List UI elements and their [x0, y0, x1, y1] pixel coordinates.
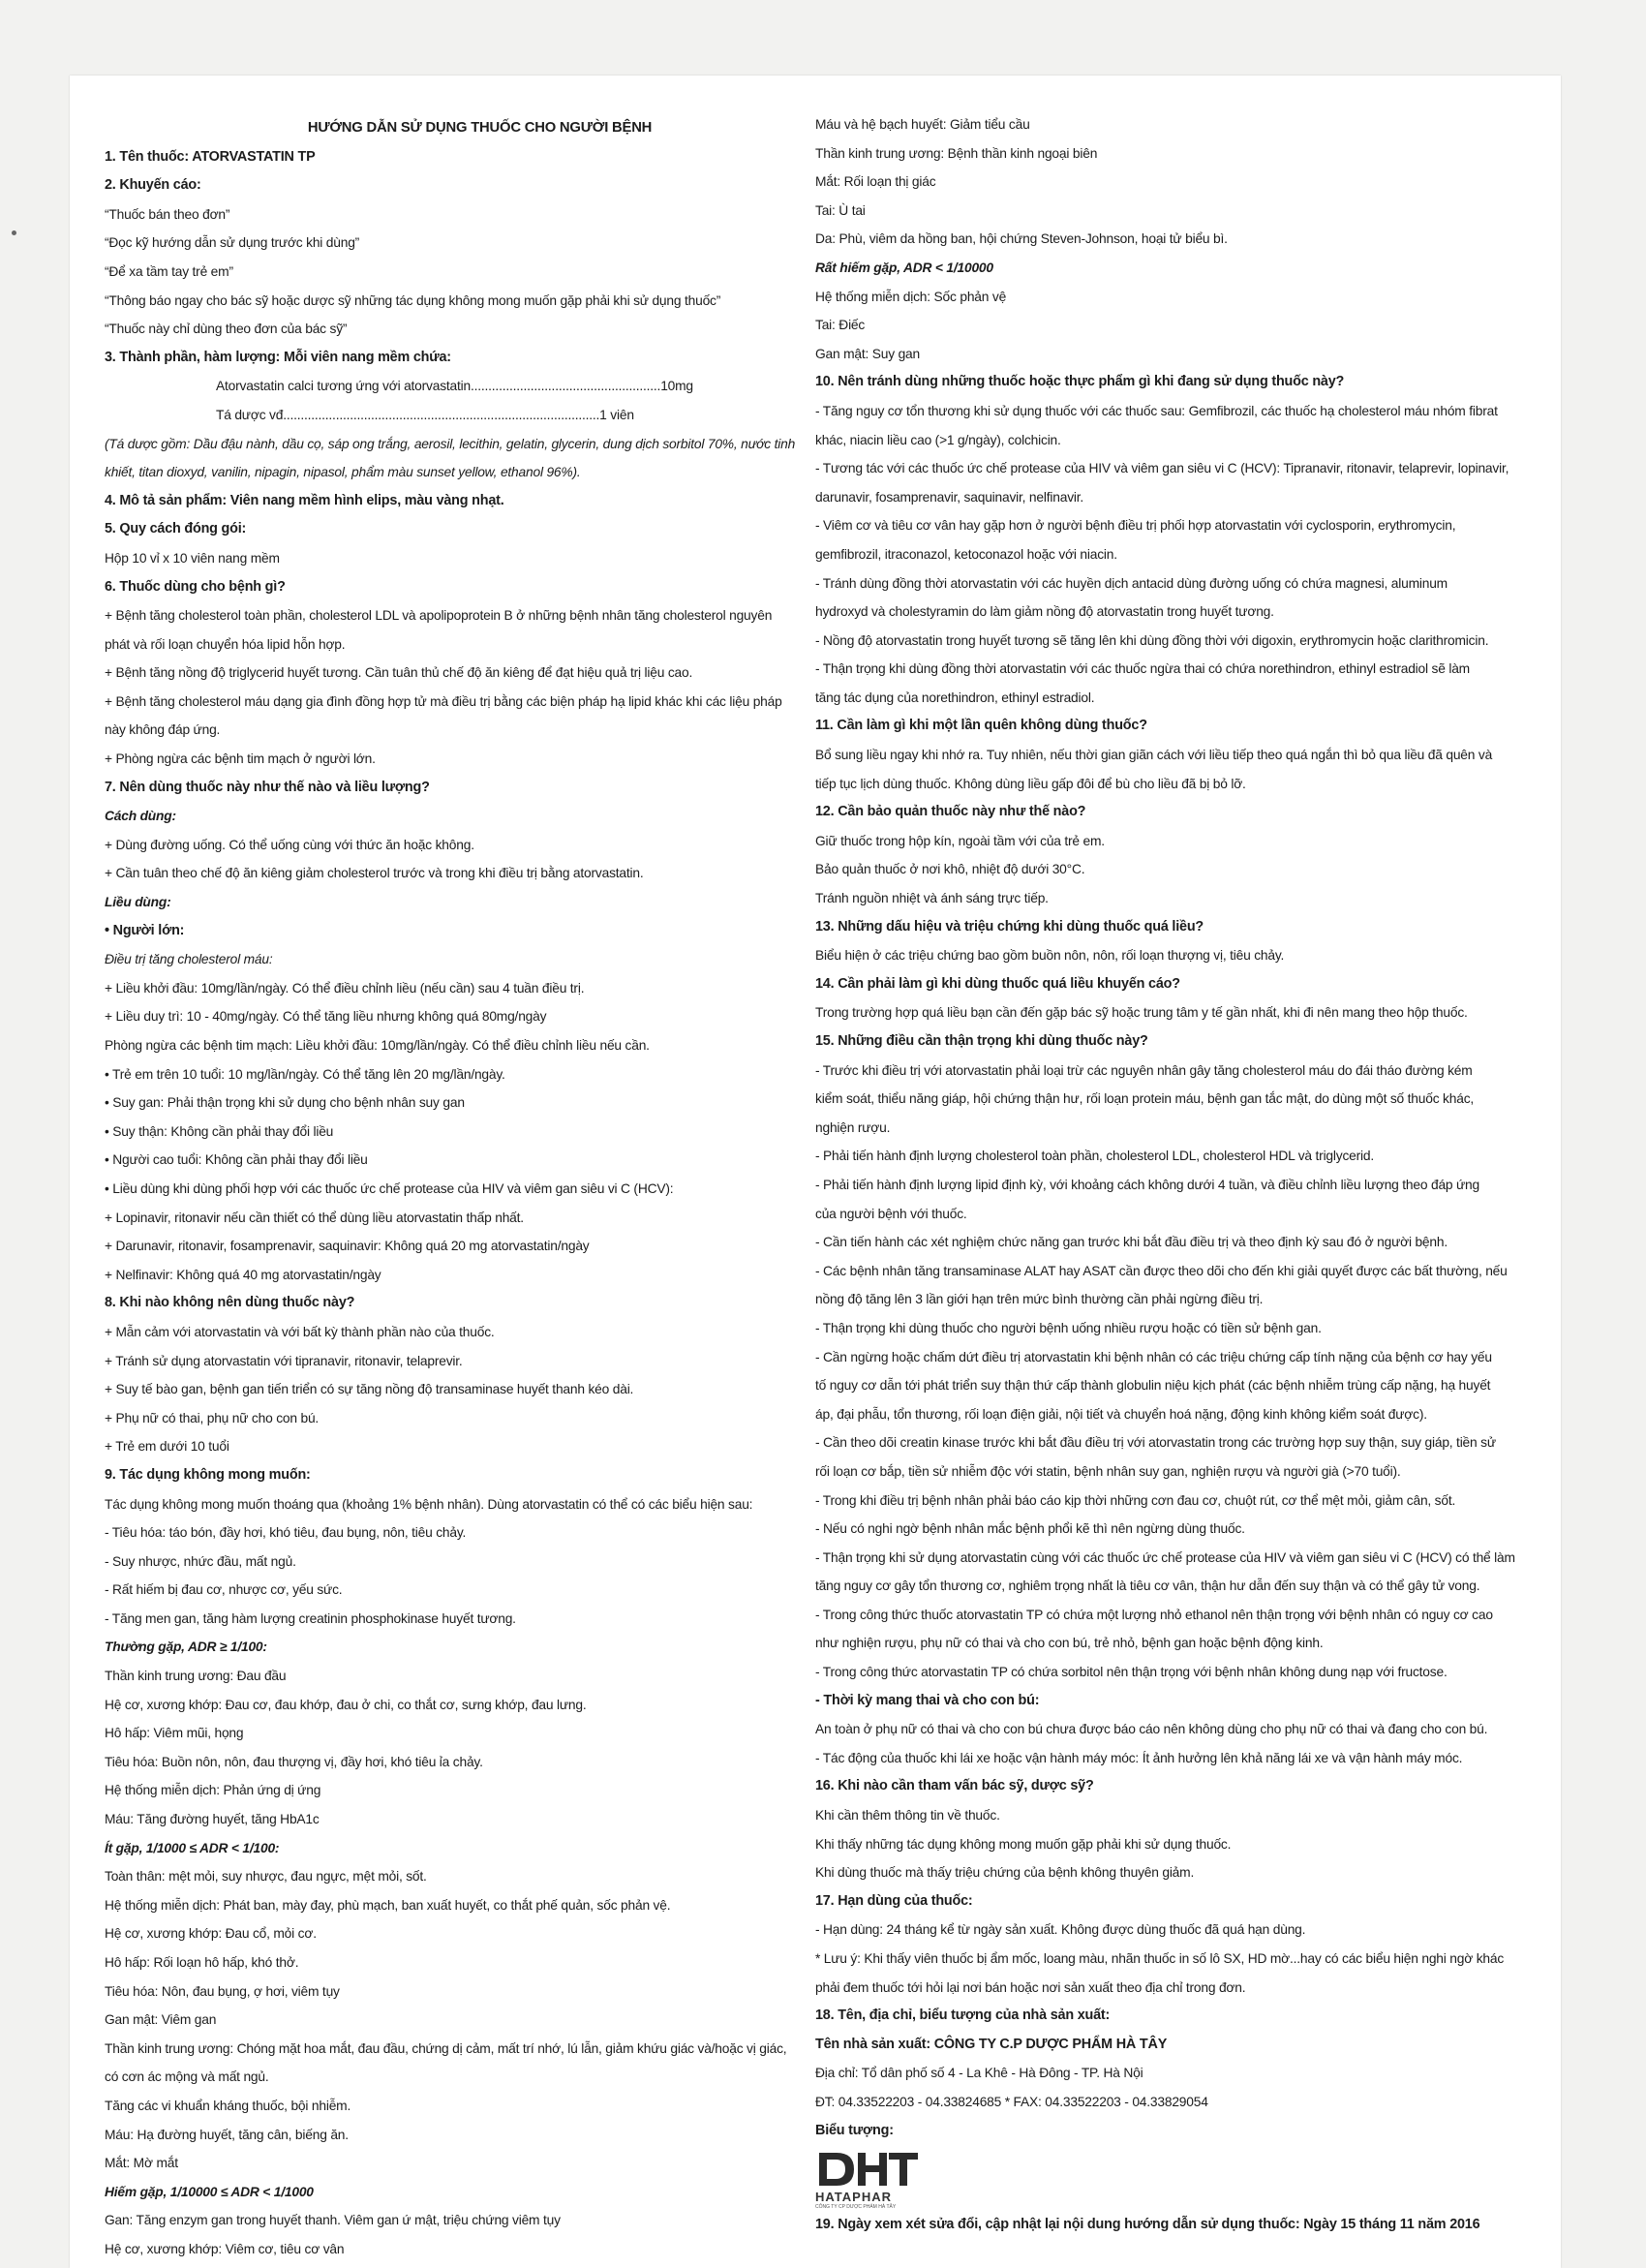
right_column-line: - Cần ngừng hoặc chấm dứt điều trị atorvastatin khi bệnh nhân có các triệu chứng cấp tính nặng của bệnh cơ hay yếu — [815, 1349, 1492, 1364]
left_column-line: khiết, titan dioxyd, vanilin, nipagin, nipasol, phẩm màu sunset yellow, ethanol 96%). — [105, 465, 581, 480]
right_column-line: - Thời kỳ mang thai và cho con bú: — [815, 1692, 1040, 1708]
right_column-line: - Trong công thức atorvastatin TP có chứa sorbitol nên thận trọng với bệnh nhân không dung nạp với fructose. — [815, 1665, 1448, 1680]
right_column-line: của người bệnh với thuốc. — [815, 1206, 967, 1221]
right_column-line: - Các bệnh nhân tăng transaminase ALAT hay ASAT cần được theo dõi cho đến khi giải quyết được các bất thường, nếu — [815, 1263, 1508, 1278]
right_column-line: 17. Hạn dùng của thuốc: — [815, 1892, 973, 1909]
left_column-line: • Người lớn: — [105, 922, 185, 938]
left_column-line: + Phụ nữ có thai, phụ nữ cho con bú. — [105, 1410, 320, 1425]
left_column-line: “Để xa tầm tay trẻ em” — [105, 263, 233, 279]
left_column-line: Thần kinh trung ương: Đau đầu — [105, 1669, 287, 1684]
right_column-line: tăng nguy cơ gây tổn thương cơ, nghiêm trọng nhất là tiêu cơ vân, thận hư dẫn đến suy thận và có thể gây tử vong. — [815, 1578, 1480, 1594]
left_column-line: Tăng các vi khuẩn kháng thuốc, bội nhiễm. — [105, 2098, 351, 2113]
left_column-line: + Nelfinavir: Không quá 40 mg atorvastatin/ngày — [105, 1267, 381, 1282]
left_column-line: Hệ cơ, xương khớp: Đau cơ, đau khớp, đau ở chi, co thắt cơ, sưng khớp, đau lưng. — [105, 1697, 587, 1712]
right_column-line: - Cần theo dõi creatin kinase trước khi bắt đầu điều trị với atorvastatin trong các trường hợp suy thận, suy giáp, tiền sử — [815, 1435, 1496, 1451]
left_column-line: Phòng ngừa các bệnh tim mạch: Liều khởi đầu: 10mg/lần/ngày. Có thể điều chỉnh liều nếu cần. — [105, 1038, 650, 1053]
left_column-line: + Bệnh tăng cholesterol máu dạng gia đình đồng hợp tử mà điều trị bằng các biện pháp hạ lipid khác khi các liệu pháp — [105, 693, 782, 709]
left_column-line: “Thuốc này chỉ dùng theo đơn của bác sỹ” — [105, 322, 348, 337]
left_column-line: + Liều duy trì: 10 - 40mg/ngày. Có thể tăng liều nhưng không quá 80mg/ngày — [105, 1009, 547, 1025]
right_column-line: 14. Cần phải làm gì khi dùng thuốc quá liều khuyến cáo? — [815, 975, 1180, 992]
left_column-line: Hộp 10 vỉ x 10 viên nang mềm — [105, 550, 280, 566]
left_column-line: Thần kinh trung ương: Chóng mặt hoa mắt, đau đầu, chứng dị cảm, mất trí nhớ, lú lẫn, giảm khứu giác và/hoặc vị giác, — [105, 2040, 787, 2056]
right_column-line: ĐT: 04.33522203 - 04.33824685 * FAX: 04.33522203 - 04.33829054 — [815, 2094, 1208, 2109]
left_column-line: Tác dụng không mong muốn thoáng qua (khoảng 1% bệnh nhân). Dùng atorvastatin có thể có các biểu hiện sau: — [105, 1496, 753, 1512]
right_column-line: Hệ thống miễn dịch: Sốc phản vệ — [815, 289, 1007, 304]
right_column-line: rối loạn cơ bắp, tiền sử nhiễm độc với statin, bệnh nhân suy gan, nghiện rượu và người già (>70 tuổi). — [815, 1463, 1401, 1479]
left_column-line: • Suy thận: Không cần phải thay đổi liều — [105, 1123, 334, 1139]
left_column-line: Máu: Hạ đường huyết, tăng cân, biếng ăn. — [105, 2127, 349, 2142]
left_column-line: Atorvastatin calci tương ứng với atorvastatin......................................................10mg — [216, 379, 693, 394]
left_column-line: Cách dùng: — [105, 809, 176, 824]
right-lines — [815, 110, 1527, 2145]
right_column-line: - Trong khi điều trị bệnh nhân phải báo cáo kịp thời những cơn đau cơ, chuột rút, cơ thể mệt mỏi, giảm cân, sốt. — [815, 1492, 1456, 1508]
right_column-line: 12. Cần bảo quản thuốc này như thế nào? — [815, 804, 1086, 820]
right_column-line: Tên nhà sản xuất: CÔNG TY C.P DƯỢC PHẨM HÀ TÂY — [815, 2036, 1168, 2052]
right_column-line: kiểm soát, thiểu năng giáp, hội chứng thận hư, rối loạn protein máu, bệnh gan tắc mật, do dùng một số thuốc khác, — [815, 1091, 1475, 1107]
left_column-line: + Bệnh tăng nồng độ triglycerid huyết tương. Cần tuân thủ chế độ ăn kiêng để đạt hiệu quả trị liệu cao. — [105, 665, 693, 681]
left_column-line: Thường gặp, ADR ≥ 1/100: — [105, 1640, 267, 1655]
left_column-line: Hệ thống miễn dịch: Phát ban, mày đay, phù mạch, ban xuất huyết, co thắt phế quản, sốc phản vệ. — [105, 1897, 671, 1913]
left-column — [105, 114, 816, 2264]
right_column-line: Rất hiếm gặp, ADR < 1/10000 — [815, 260, 993, 275]
left_column-line: Toàn thân: mệt mỏi, suy nhược, đau ngực, mệt mỏi, sốt. — [105, 1869, 427, 1885]
right_column-line: - Phải tiến hành định lượng lipid định kỳ, với khoảng cách không dưới 4 tuần, và điều chỉnh liều lượng theo đáp ứng — [815, 1177, 1480, 1192]
left_column-line: 7. Nên dùng thuốc này như thế nào và liều lượng? — [105, 779, 430, 795]
right_column-line: hydroxyd và cholestyramin do làm giảm nồng độ atorvastatin trong huyết tương. — [815, 604, 1274, 620]
right_column-line: Bổ sung liều ngay khi nhớ ra. Tuy nhiên, nếu thời gian giãn cách với liều tiếp theo quá ngắn thì bỏ qua liều đã quên và — [815, 748, 1493, 763]
left_column-line: 2. Khuyến cáo: — [105, 177, 201, 194]
left_column-line: + Cần tuân theo chế độ ăn kiêng giảm cholesterol trước và trong khi điều trị bằng atorvastatin. — [105, 866, 644, 881]
left_column-line: Hệ thống miễn dịch: Phản ứng dị ứng — [105, 1783, 321, 1798]
left_column-line: Ít gặp, 1/1000 ≤ ADR < 1/100: — [105, 1840, 280, 1855]
right_column-line: Thần kinh trung ương: Bệnh thần kinh ngoại biên — [815, 145, 1098, 161]
right_column-line: - Hạn dùng: 24 tháng kể từ ngày sản xuất. Không được dùng thuốc đã quá hạn dùng. — [815, 1922, 1306, 1938]
right_column-line: Khi dùng thuốc mà thấy triệu chứng của bệnh không thuyên giảm. — [815, 1865, 1195, 1881]
left_column-line: + Darunavir, ritonavir, fosamprenavir, saquinavir: Không quá 20 mg atorvastatin/ngày — [105, 1239, 590, 1254]
left_column-line: + Mẫn cảm với atorvastatin và với bất kỳ thành phần nào của thuốc. — [105, 1324, 495, 1339]
left_column-line: • Liều dùng khi dùng phối hợp với các thuốc ức chế protease của HIV và viêm gan siêu vi C (HCV): — [105, 1180, 674, 1196]
right_column-line: Da: Phù, viêm da hồng ban, hội chứng Steven-Johnson, hoại tử biểu bì. — [815, 231, 1228, 247]
left_column-line: “Đọc kỹ hướng dẫn sử dụng trước khi dùng” — [105, 235, 360, 251]
right_column-line: nồng độ tăng lên 3 lần giới hạn trên mức bình thường cần phải ngừng điều trị. — [815, 1292, 1264, 1307]
right_column-line: nghiện rượu. — [815, 1119, 891, 1135]
left_column-line: Máu: Tăng đường huyết, tăng HbA1c — [105, 1812, 320, 1827]
right_column-line: - Tăng nguy cơ tổn thương khi sử dụng thuốc với các thuốc sau: Gemfibrozil, các thuốc hạ cholesterol máu nhóm fibrat — [815, 403, 1498, 418]
right_column-line: Gan mật: Suy gan — [815, 346, 921, 361]
right_column-line: tố nguy cơ dẫn tới phát triển suy thận thứ cấp thành globulin niệu kịch phát (các bệnh nhiễm trùng cấp nặng, hạ huyết — [815, 1378, 1491, 1394]
left_column-line: - Suy nhược, nhức đầu, mất ngủ. — [105, 1553, 296, 1569]
left_column-line: + Trẻ em dưới 10 tuổi — [105, 1439, 229, 1455]
left_column-line: Hô hấp: Viêm mũi, họng — [105, 1726, 244, 1741]
hataphar-logo — [815, 2149, 931, 2209]
left_column-line: Gan: Tăng enzym gan trong huyết thanh. Viêm gan ứ mật, triệu chứng viêm tụy — [105, 2213, 561, 2228]
left_column-line: + Suy tế bào gan, bệnh gan tiến triển có sự tăng nồng độ transaminase huyết thanh kéo dài. — [105, 1382, 634, 1397]
right_column-line: 15. Những điều cần thận trọng khi dùng thuốc này? — [815, 1033, 1148, 1049]
right_column-line: Khi cần thêm thông tin về thuốc. — [815, 1808, 1000, 1824]
left_column-line: - Tăng men gan, tăng hàm lượng creatinin phosphokinase huyết tương. — [105, 1610, 516, 1626]
left_column-line: • Suy gan: Phải thận trọng khi sử dụng cho bệnh nhân suy gan — [105, 1095, 465, 1111]
right_column-line: - Trước khi điều trị với atorvastatin phải loại trừ các nguyên nhân gây tăng cholesterol máu do đái tháo đường kém — [815, 1062, 1473, 1078]
left-lines — [105, 143, 816, 2264]
left_column-line: Tiêu hóa: Buồn nôn, nôn, đau thượng vị, đầy hơi, khó tiêu ỉa chảy. — [105, 1754, 483, 1769]
left_column-line: Liều dùng: — [105, 895, 171, 910]
right_column-line: - Nồng độ atorvastatin trong huyết tương sẽ tăng lên khi dùng đồng thời với digoxin, erythromycin hoặc clarithromicin. — [815, 632, 1489, 648]
left_column-line: + Lopinavir, ritonavir nếu cần thiết có thể dùng liều atorvastatin thấp nhất. — [105, 1210, 524, 1225]
left_column-line: có cơn ác mộng và mất ngủ. — [105, 2069, 269, 2085]
right_column-line: Tránh nguồn nhiệt và ánh sáng trực tiếp. — [815, 891, 1049, 906]
right_column-line: - Tác động của thuốc khi lái xe hoặc vận hành máy móc: Ít ảnh hưởng lên khả năng lái xe và vận hành máy móc. — [815, 1750, 1463, 1765]
left_column-line: Tiêu hóa: Nôn, đau bụng, ợ hơi, viêm tụy — [105, 1983, 340, 1999]
right_column-line: Tai: Điếc — [815, 318, 866, 333]
right_column-line: - Phải tiến hành định lượng cholesterol toàn phần, cholesterol LDL, cholesterol HDL và triglycerid. — [815, 1149, 1375, 1164]
right_column-line: áp, đại phẫu, tổn thương, rối loạn điện giải, nội tiết và chuyển hoá nặng, động kinh không kiểm soát được). — [815, 1406, 1427, 1422]
left_column-line: “Thuốc bán theo đơn” — [105, 206, 230, 222]
right_column-line: - Thận trọng khi dùng thuốc cho người bệnh uống nhiều rượu hoặc có tiền sử bệnh gan. — [815, 1320, 1322, 1335]
right_column-line: Mắt: Rối loạn thị giác — [815, 174, 936, 190]
left_column-line: 5. Quy cách đóng gói: — [105, 521, 247, 537]
left_column-line: phát và rối loạn chuyển hóa lipid hỗn hợp. — [105, 636, 346, 652]
right_column-line: 10. Nên tránh dùng những thuốc hoặc thực phẩm gì khi đang sử dụng thuốc này? — [815, 374, 1345, 390]
right_column-line: - Viêm cơ và tiêu cơ vân hay gặp hơn ở người bệnh điều trị phối hợp atorvastatin với cyclosporin, erythromycin, — [815, 518, 1456, 534]
dht-logo-mark — [815, 2149, 922, 2190]
left_column-line: Tá dược vđ..........................................................................................1 viên — [216, 407, 634, 422]
left_column-line: Điều trị tăng cholesterol máu: — [105, 952, 273, 967]
left_column-line: (Tá dược gồm: Dầu đậu nành, dầu cọ, sáp ong trắng, aerosil, lecithin, gelatin, glycerin, dung dịch sorbitol 70%, nước tinh — [105, 436, 796, 451]
left_column-line: • Trẻ em trên 10 tuổi: 10 mg/lần/ngày. Có thể tăng lên 20 mg/lần/ngày. — [105, 1066, 505, 1082]
right_column-line: - Cần tiến hành các xét nghiệm chức năng gan trước khi bắt đầu điều trị và theo định kỳ sau đó ở người bệnh. — [815, 1235, 1448, 1250]
right_column-line: 18. Tên, địa chỉ, biểu tượng của nhà sản xuất: — [815, 2007, 1111, 2024]
right_column-line: tăng tác dụng của norethindron, ethinyl estradiol. — [815, 690, 1095, 705]
revision-date: 19. Ngày xem xét sửa đổi, cập nhật lại nội dung hướng dẫn sử dụng thuốc: Ngày 15 tháng 11 năm 2016 — [815, 2217, 1480, 2233]
left_column-line: - Tiêu hóa: táo bón, đầy hơi, khó tiêu, đau bụng, nôn, tiêu chảy. — [105, 1525, 467, 1541]
left_column-line: 4. Mô tả sản phẩm: Viên nang mềm hình elips, màu vàng nhạt. — [105, 492, 504, 508]
right_column-line: darunavir, fosamprenavir, saquinavir, nelfinavir. — [815, 489, 1084, 505]
right_column-line: Khi thấy những tác dụng không mong muốn gặp phải khi sử dụng thuốc. — [815, 1836, 1232, 1852]
right_column-line: Giữ thuốc trong hộp kín, ngoài tầm với của trẻ em. — [815, 833, 1105, 848]
left_column-line: • Người cao tuổi: Không cần phải thay đổi liều — [105, 1152, 368, 1168]
right_column-line: Địa chỉ: Tổ dân phố số 4 - La Khê - Hà Đông - TP. Hà Nội — [815, 2066, 1143, 2081]
right_column-line: tiếp tục lịch dùng thuốc. Không dùng liều gấp đôi để bù cho liều đã bị bỏ lỡ. — [815, 776, 1246, 791]
left_column-line: Hệ cơ, xương khớp: Viêm cơ, tiêu cơ vân — [105, 2241, 345, 2256]
left_column-line: Hệ cơ, xương khớp: Đau cổ, mỏi cơ. — [105, 1926, 317, 1942]
right-column — [815, 110, 1527, 2240]
right_column-line: Biểu hiện ở các triệu chứng bao gồm buồn nôn, nôn, rối loạn thượng vị, tiêu chảy. — [815, 948, 1285, 964]
left_column-line: - Rất hiếm bị đau cơ, nhược cơ, yếu sức. — [105, 1582, 343, 1598]
left_column-line: + Liều khởi đầu: 10mg/lần/ngày. Có thể điều chỉnh liều (nếu cần) sau 4 tuần điều trị. — [105, 980, 585, 996]
right_column-line: Máu và hệ bạch huyết: Giảm tiểu cầu — [815, 117, 1030, 132]
manufacturer-logo-block — [815, 2145, 1527, 2211]
right_column-line: - Tương tác với các thuốc ức chế protease của HIV và viêm gan siêu vi C (HCV): Tipranavir, ritonavir, telaprevir, lopinavir, — [815, 461, 1509, 476]
left_column-line: Hiếm gặp, 1/10000 ≤ ADR < 1/1000 — [105, 2184, 314, 2199]
left_column-line: 3. Thành phần, hàm lượng: Mỗi viên nang mềm chứa: — [105, 349, 451, 365]
right_column-line: - Thận trọng khi sử dụng atorvastatin cùng với các thuốc ức chế protease của HIV và viêm gan siêu vi C (HCV) có thể làm — [815, 1549, 1515, 1565]
right_column-line: phải đem thuốc tới hỏi lại nơi bán hoặc nơi sản xuất theo địa chỉ trong đơn. — [815, 1979, 1246, 1995]
right_column-line: - Thận trọng khi dùng đồng thời atorvastatin với các thuốc ngừa thai có chứa norethindron, ethinyl estradiol sẽ làm — [815, 661, 1470, 677]
right_column-line: - Trong công thức thuốc atorvastatin TP có chứa một lượng nhỏ ethanol nên thận trọng với bệnh nhân có nguy cơ cao — [815, 1607, 1493, 1622]
left_column-line: + Bệnh tăng cholesterol toàn phần, cholesterol LDL và apolipoprotein B ở những bệnh nhân tăng cholesterol nguyên — [105, 608, 773, 624]
right_column-line: như nghiện rượu, phụ nữ có thai và cho con bú, trẻ nhỏ, bệnh gan hoặc bệnh động kinh. — [815, 1636, 1324, 1651]
left_column-line: này không đáp ứng. — [105, 722, 221, 738]
left_column-line: + Dùng đường uống. Có thể uống cùng với thức ăn hoặc không. — [105, 837, 474, 852]
left_column-line: + Tránh sử dụng atorvastatin với tipranavir, ritonavir, telaprevir. — [105, 1353, 463, 1368]
left_column-line: 6. Thuốc dùng cho bệnh gì? — [105, 578, 286, 595]
right_column-line: - Tránh dùng đồng thời atorvastatin với các huyền dịch antacid dùng đường uống có chứa magnesi, aluminum — [815, 575, 1448, 591]
left_column-line: + Phòng ngừa các bệnh tim mạch ở người lớn. — [105, 751, 376, 767]
scan-dot — [12, 230, 16, 235]
right_column-line: 13. Những dấu hiệu và triệu chứng khi dùng thuốc quá liều? — [815, 918, 1204, 935]
right_column-line: - Nếu có nghi ngờ bệnh nhân mắc bệnh phổi kẽ thì nên ngừng dùng thuốc. — [815, 1521, 1245, 1537]
document-title: HƯỚNG DẪN SỬ DỤNG THUỐC CHO NGƯỜI BỆNH — [307, 120, 653, 136]
right_column-line: 16. Khi nào cần tham vấn bác sỹ, dược sỹ? — [815, 1778, 1094, 1794]
right_column-line: Biểu tượng: — [815, 2122, 894, 2138]
left_column-line: 1. Tên thuốc: ATORVASTATIN TP — [105, 148, 316, 165]
right_column-line: gemfibrozil, itraconazol, ketoconazol hoặc với niacin. — [815, 546, 1117, 562]
right_column-line: khác, niacin liều cao (>1 g/ngày), colchicin. — [815, 432, 1061, 447]
left_column-line: “Thông báo ngay cho bác sỹ hoặc dược sỹ những tác dụng không mong muốn gặp phải khi sử dụng thuốc” — [105, 292, 721, 308]
right_column-line: Trong trường hợp quá liều bạn cần đến gặp bác sỹ hoặc trung tâm y tế gần nhất, khi đi nên mang theo hộp thuốc. — [815, 1005, 1468, 1021]
left_column-line: 8. Khi nào không nên dùng thuốc này? — [105, 1295, 355, 1311]
right_column-line: Tai: Ù tai — [815, 202, 866, 218]
left_column-line: 9. Tác dụng không mong muốn: — [105, 1466, 311, 1483]
right_column-line: * Lưu ý: Khi thấy viên thuốc bị ẩm mốc, loang màu, nhãn thuốc in số lô SX, HD mờ...hay có các biểu hiện nghi ngờ khác — [815, 1951, 1505, 1966]
left_column-line: Gan mật: Viêm gan — [105, 2012, 217, 2028]
left_column-line: Mắt: Mờ mắt — [105, 2156, 178, 2171]
right_column-line: An toàn ở phụ nữ có thai và cho con bú chưa được báo cáo nên không dùng cho phụ nữ có thai và đang cho con bú. — [815, 1722, 1488, 1737]
right_column-line: Bảo quản thuốc ở nơi khô, nhiệt độ dưới 30°C. — [815, 862, 1085, 877]
right_column-line: 11. Cần làm gì khi một lần quên không dùng thuốc? — [815, 718, 1147, 734]
logo-subtitle: CÔNG TY CP DƯỢC PHẨM HÀ TÂY — [815, 2204, 897, 2211]
left_column-line: Hô hấp: Rối loạn hô hấp, khó thở. — [105, 1955, 299, 1970]
logo-name: HATAPHAR — [815, 2190, 893, 2205]
leaflet-sheet — [70, 76, 1561, 2268]
